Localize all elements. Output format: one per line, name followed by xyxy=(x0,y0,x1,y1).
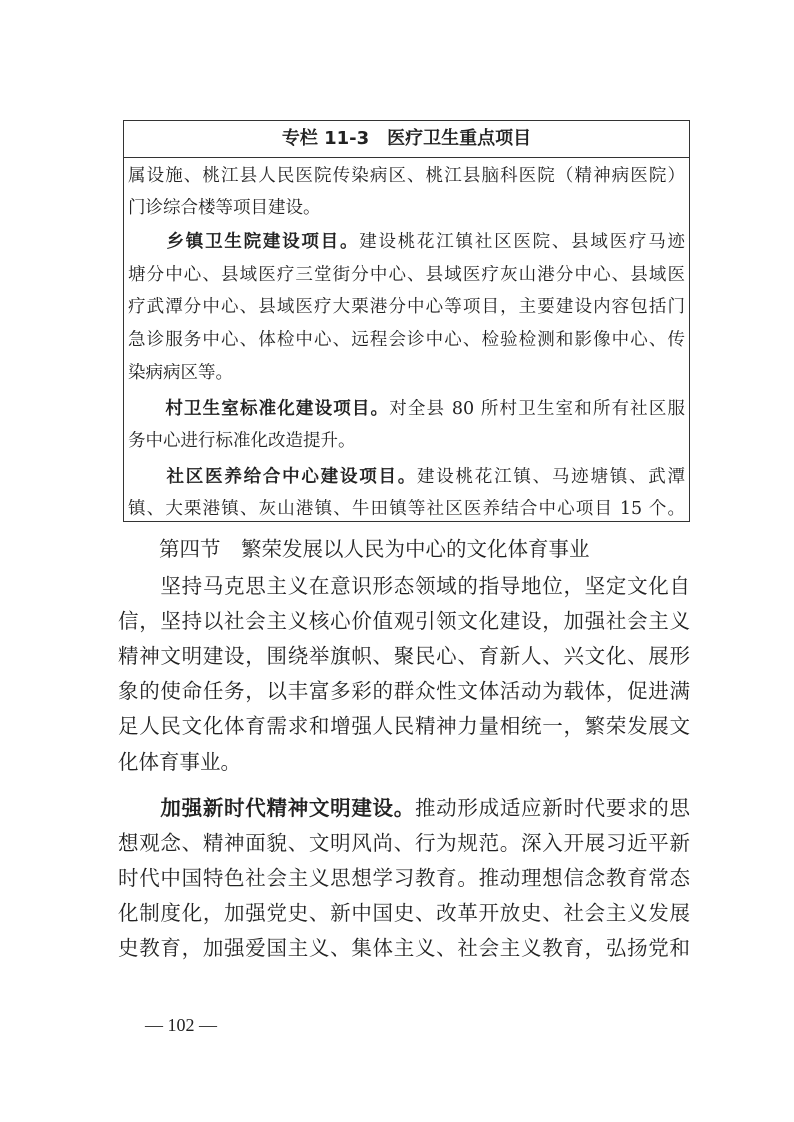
body-text-line xyxy=(118,796,690,820)
line-text: 务中心进行标准化改造提升。 xyxy=(128,431,356,451)
line-text: 门诊综合楼等项目建设。 xyxy=(128,198,321,218)
box-text-line xyxy=(128,362,685,384)
body-text-line xyxy=(118,714,690,738)
line-text: 建设桃花江镇、马迹塘镇、武潭 xyxy=(417,467,686,487)
line-text: 第四节 繁荣发展以人民为中心的文化体育事业 xyxy=(118,537,590,561)
line-text: 史教育，加强爱国主义、集体主义、社会主义教育，弘扬党和 xyxy=(118,936,690,960)
box-text-line xyxy=(128,165,685,187)
line-text: 精神文明建设，围绕举旗帜、聚民心、育新人、兴文化、展形 xyxy=(118,644,690,668)
box-text-line xyxy=(128,296,685,318)
line-text: 对全县 80 所村卫生室和所有社区服 xyxy=(389,399,685,419)
line-text: 化制度化，加强党史、新中国史、改革开放史、社会主义发展 xyxy=(118,901,690,925)
line-text: 化体育事业。 xyxy=(118,750,241,774)
line-text: 坚持马克思主义在意识形态领域的指导地位，坚定文化自 xyxy=(118,574,690,598)
line-text: 推动形成适应新时代要求的思 xyxy=(414,796,691,820)
page-number: — 102 — xyxy=(145,1015,217,1035)
line-text: 塘分中心、县域医疗三堂街分中心、县域医疗灰山港分中心、县域医 xyxy=(128,265,685,285)
body-text-line xyxy=(118,644,690,668)
body-text-line xyxy=(118,936,690,960)
body-text-line xyxy=(118,574,690,598)
box-text-line xyxy=(128,231,685,253)
bold-lead-in: 加强新时代精神文明建设。 xyxy=(118,796,415,820)
body-text-line xyxy=(118,609,690,633)
body-text-line xyxy=(118,537,690,561)
body-text-line xyxy=(118,866,690,890)
body-text-line xyxy=(118,750,690,774)
box-text-line xyxy=(128,466,685,488)
body-text-line xyxy=(118,831,690,855)
box-text-line xyxy=(128,430,685,452)
box-text-line xyxy=(128,398,685,420)
line-text: 染病病区等。 xyxy=(128,363,233,383)
line-text: 疗武潭分中心、县域医疗大栗港分中心等项目，主要建设内容包括门 xyxy=(128,297,685,317)
box-text-line xyxy=(128,264,685,286)
bold-lead-in: 社区医养给合中心建设项目。 xyxy=(128,467,418,487)
line-text: 急诊服务中心、体检中心、远程会诊中心、检验检测和影像中心、传 xyxy=(128,330,685,350)
box-text-line xyxy=(128,329,685,351)
feature-box-title: 专栏 11-3 医疗卫生重点项目 xyxy=(124,121,689,158)
line-text: 象的使命任务，以丰富多彩的群众性文体活动为载体，促进满 xyxy=(118,679,690,703)
line-text: 镇、大栗港镇、灰山港镇、牛田镇等社区医养结合中心项目 15 个。 xyxy=(128,499,685,519)
line-text: 建设桃花江镇社区医院、县域医疗马迹 xyxy=(359,232,686,252)
box-text-line xyxy=(128,498,685,520)
bold-lead-in: 乡镇卫生院建设项目。 xyxy=(128,232,360,252)
line-text: 信，坚持以社会主义核心价值观引领文化建设，加强社会主义 xyxy=(118,609,690,633)
body-text-line xyxy=(118,901,690,925)
line-text: 属设施、桃江县人民医院传染病区、桃江县脑科医院（精神病医院） xyxy=(128,166,685,186)
box-text-line xyxy=(128,197,685,219)
line-text: 时代中国特色社会主义思想学习教育。推动理想信念教育常态 xyxy=(118,866,690,890)
body-text-line xyxy=(118,679,690,703)
line-text: 足人民文化体育需求和增强人民精神力量相统一，繁荣发展文 xyxy=(118,714,690,738)
bold-lead-in: 村卫生室标准化建设项目。 xyxy=(128,399,390,419)
line-text: 想观念、精神面貌、文明风尚、行为规范。深入开展习近平新 xyxy=(118,831,690,855)
